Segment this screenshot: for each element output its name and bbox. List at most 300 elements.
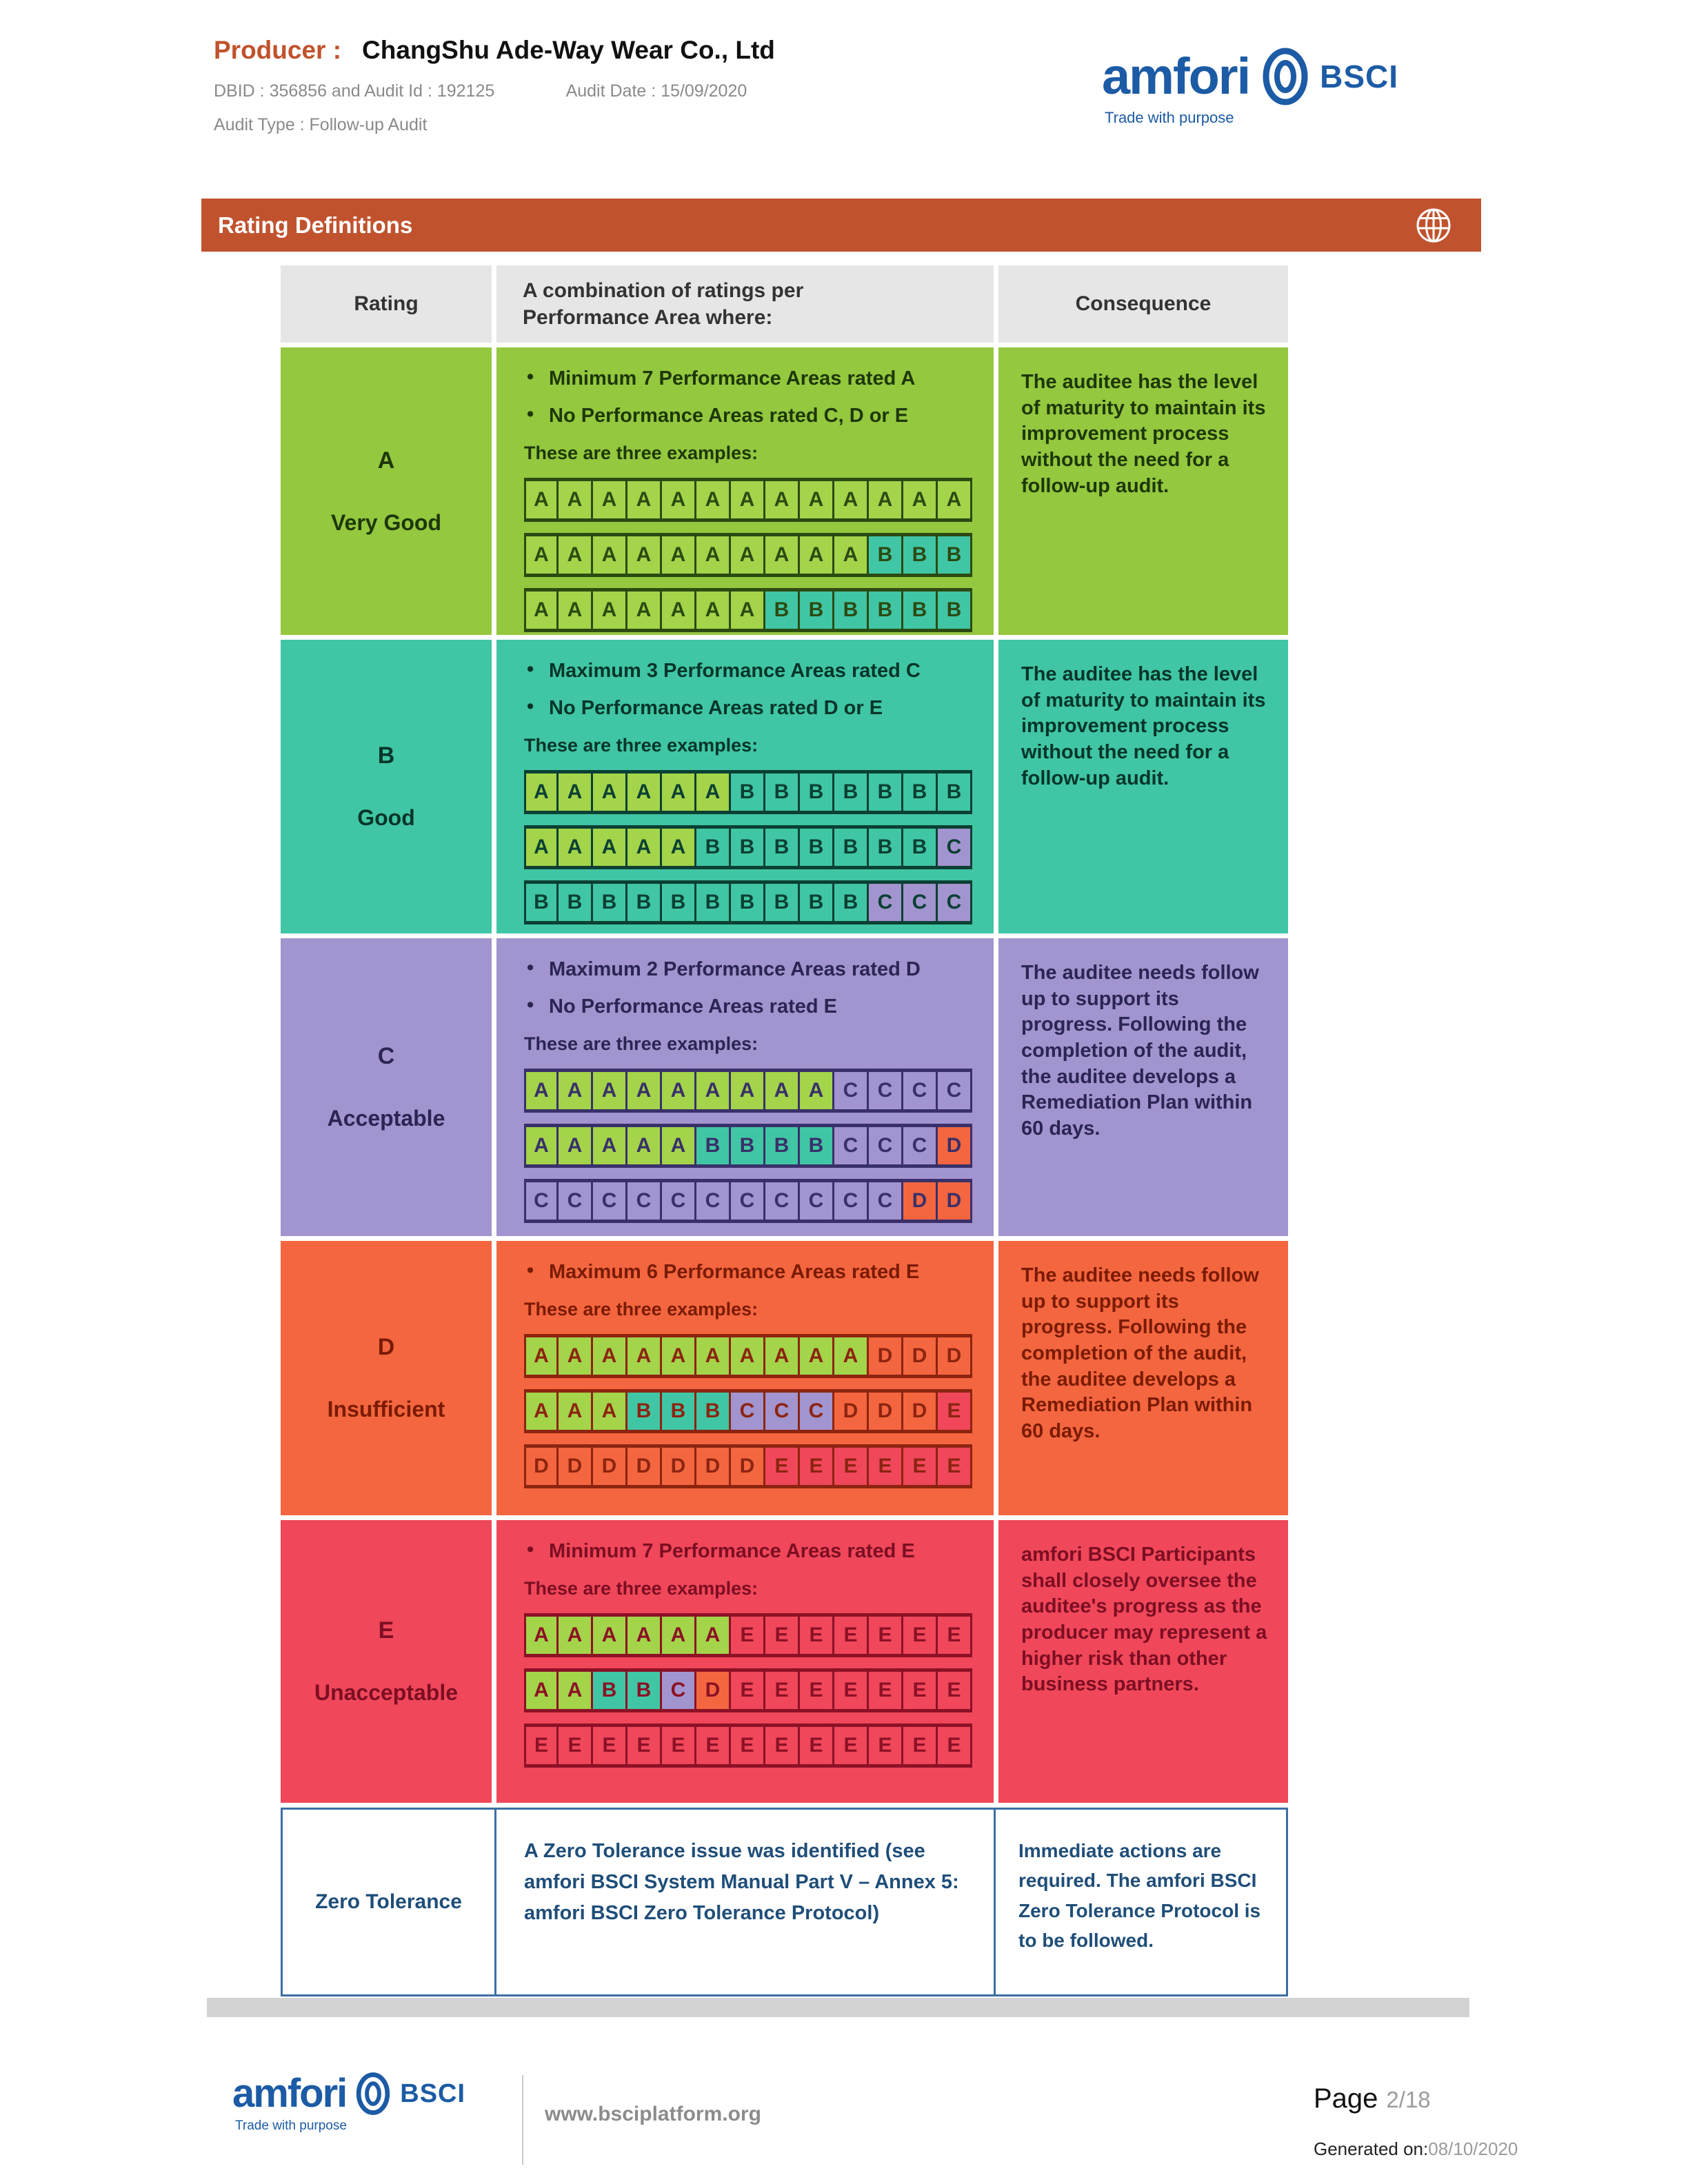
rating-square-C: C	[903, 1127, 938, 1164]
rating-square-A: A	[559, 592, 593, 629]
rating-square-C: C	[662, 1182, 696, 1220]
rating-square-C: C	[903, 1072, 938, 1109]
rating-square-A: A	[662, 774, 696, 811]
rating-square-A: A	[869, 481, 903, 518]
rating-square-C: C	[559, 1182, 593, 1220]
rating-square-D: D	[869, 1337, 903, 1375]
rating-square-B: B	[696, 829, 731, 866]
combination-bullet-list	[524, 1262, 994, 1284]
amfori-wordmark: amfori	[1102, 47, 1250, 105]
rating-square-E: E	[593, 1727, 627, 1764]
rating-square-B: B	[869, 829, 903, 866]
rating-square-A: A	[627, 1617, 662, 1654]
horizontal-scrollbar[interactable]	[207, 1998, 1469, 2017]
rating-square-B: B	[869, 592, 903, 629]
rating-square-A: A	[765, 1072, 800, 1109]
rating-square-D: D	[938, 1182, 972, 1220]
amfori-bsci-logo	[1102, 47, 1398, 127]
rating-row-zero-tolerance	[281, 1808, 1288, 1996]
combination-bullet: • Minimum 7 Performance Areas rated A	[524, 368, 994, 390]
combination-cell-E	[496, 1520, 994, 1803]
rating-square-A: A	[627, 536, 662, 574]
rating-square-A: A	[627, 1337, 662, 1375]
rating-square-A: A	[559, 1393, 593, 1430]
rating-square-B: B	[800, 1127, 834, 1164]
rating-square-A: A	[765, 1337, 800, 1375]
example-strip-3	[524, 588, 972, 632]
rating-square-B: B	[765, 774, 800, 811]
rating-definitions-banner	[201, 199, 1481, 252]
rating-square-B: B	[834, 592, 869, 629]
rating-square-B: B	[765, 884, 800, 921]
rating-square-C: C	[869, 884, 903, 921]
column-header-rating-label: Rating	[354, 292, 419, 315]
rating-square-B: B	[834, 774, 869, 811]
rating-square-A: A	[627, 592, 662, 629]
rating-square-E: E	[938, 1393, 972, 1430]
rating-square-C: C	[765, 1393, 800, 1430]
rating-square-E: E	[834, 1617, 869, 1654]
rating-square-D: D	[903, 1337, 938, 1375]
rating-square-E: E	[869, 1448, 903, 1485]
document-header	[214, 36, 775, 135]
column-header-consequence	[998, 265, 1288, 343]
rating-square-B: B	[800, 774, 834, 811]
grade-label: Good	[357, 805, 415, 830]
rating-square-D: D	[731, 1448, 765, 1485]
brand-tagline: Trade with purpose	[1105, 109, 1234, 126]
rating-row-B	[281, 640, 1288, 933]
example-strip-1	[524, 770, 972, 814]
rating-square-B: B	[593, 1672, 627, 1709]
rating-square-D: D	[903, 1393, 938, 1430]
rating-square-B: B	[627, 1393, 662, 1430]
footer-logo-row	[232, 2072, 465, 2116]
rating-row-D	[281, 1241, 1288, 1515]
rating-square-A: A	[559, 1127, 593, 1164]
rating-square-E: E	[731, 1727, 765, 1764]
zero-tolerance-label: Zero Tolerance	[315, 1890, 462, 1913]
rating-square-A: A	[938, 481, 972, 518]
rating-square-E: E	[869, 1672, 903, 1709]
rating-square-A: A	[731, 536, 765, 574]
rating-square-B: B	[869, 536, 903, 574]
rating-square-A: A	[593, 1617, 627, 1654]
rating-square-A: A	[800, 1072, 834, 1109]
rating-square-A: A	[696, 592, 731, 629]
rating-square-D: D	[869, 1393, 903, 1430]
rating-square-E: E	[662, 1727, 696, 1764]
examples-label: These are three examples:	[524, 1298, 758, 1320]
rating-square-E: E	[800, 1672, 834, 1709]
rating-square-A: A	[593, 829, 627, 866]
rating-square-D: D	[627, 1448, 662, 1485]
audit-type: Audit Type : Follow-up Audit	[214, 115, 428, 134]
grade-letter: C	[377, 1043, 395, 1069]
rating-square-E: E	[524, 1727, 559, 1764]
rating-square-B: B	[938, 536, 972, 574]
rating-square-A: A	[593, 536, 627, 574]
rating-square-A: A	[593, 592, 627, 629]
rating-square-E: E	[800, 1727, 834, 1764]
example-strip-1	[524, 1613, 972, 1657]
rating-square-B: B	[696, 1393, 731, 1430]
example-strip-2	[524, 1389, 972, 1433]
producer-line	[214, 36, 775, 65]
page-number: 2/18	[1386, 2087, 1431, 2112]
rating-square-E: E	[903, 1727, 938, 1764]
rating-square-A: A	[559, 774, 593, 811]
rating-square-E: E	[903, 1448, 938, 1485]
rating-square-E: E	[938, 1617, 972, 1654]
rating-square-B: B	[834, 829, 869, 866]
rating-square-C: C	[869, 1072, 903, 1109]
rating-square-E: E	[627, 1727, 662, 1764]
combination-bullet: • Maximum 2 Performance Areas rated D	[524, 959, 994, 981]
rating-square-A: A	[731, 1072, 765, 1109]
grade-label: Unacceptable	[314, 1680, 459, 1705]
rating-square-A: A	[627, 1072, 662, 1109]
rating-square-A: A	[696, 536, 731, 574]
example-strip-1	[524, 478, 972, 522]
rating-square-A: A	[696, 481, 731, 518]
example-strip-3	[524, 1179, 972, 1223]
rating-square-E: E	[834, 1727, 869, 1764]
rating-square-D: D	[593, 1448, 627, 1485]
consequence-cell-C: The auditee needs follow up to support its progress. Following the completion of the audit, the auditee develops a Remediation Plan within 60 days.	[998, 938, 1288, 1236]
rating-square-B: B	[627, 1672, 662, 1709]
rating-square-A: A	[627, 829, 662, 866]
rating-square-B: B	[524, 884, 559, 921]
page-label: Page	[1314, 2083, 1378, 2114]
rating-row-E	[281, 1520, 1288, 1803]
rating-square-E: E	[765, 1448, 800, 1485]
rating-square-A: A	[559, 829, 593, 866]
examples-label: These are three examples:	[524, 734, 758, 756]
rating-cell-D	[281, 1241, 492, 1515]
amfori-bsci-logo-row	[1102, 47, 1398, 106]
examples-label: These are three examples:	[524, 442, 758, 463]
combination-bullet-list	[524, 368, 994, 427]
rating-square-B: B	[731, 884, 765, 921]
rating-square-C: C	[938, 829, 972, 866]
combination-bullet: • No Performance Areas rated D or E	[524, 698, 994, 720]
combination-cell-B	[496, 640, 994, 933]
banner-title: Rating Definitions	[218, 212, 413, 238]
rating-square-A: A	[662, 1337, 696, 1375]
rating-square-E: E	[800, 1617, 834, 1654]
rating-square-C: C	[834, 1127, 869, 1164]
rating-square-E: E	[938, 1448, 972, 1485]
combination-bullet: • Minimum 7 Performance Areas rated E	[524, 1541, 994, 1563]
rating-square-D: D	[559, 1448, 593, 1485]
rating-square-D: D	[524, 1448, 559, 1485]
rating-square-B: B	[662, 884, 696, 921]
generated-on-date: 08/10/2020	[1428, 2138, 1518, 2159]
rating-square-A: A	[524, 536, 559, 574]
rating-square-E: E	[765, 1727, 800, 1764]
combination-bullet-list	[524, 959, 994, 1018]
rating-square-D: D	[696, 1672, 731, 1709]
rating-square-B: B	[800, 829, 834, 866]
bsci-wordmark: BSCI	[1320, 59, 1399, 94]
footer-amfori-ring-icon	[354, 2072, 392, 2116]
rating-square-B: B	[869, 774, 903, 811]
rating-square-A: A	[593, 1127, 627, 1164]
rating-square-D: D	[903, 1182, 938, 1220]
footer-brand-tagline: Trade with purpose	[235, 2119, 347, 2133]
grade-label: Very Good	[330, 509, 442, 535]
rating-square-B: B	[834, 884, 869, 921]
rating-square-A: A	[524, 592, 559, 629]
example-strip-1	[524, 1069, 972, 1113]
rating-square-A: A	[524, 1072, 559, 1109]
rating-square-A: A	[731, 1337, 765, 1375]
dbid-and-audit-id: DBID : 356856 and Audit Id : 192125	[214, 81, 495, 101]
rating-square-A: A	[524, 1617, 559, 1654]
rating-cell-B	[281, 640, 492, 933]
rating-square-E: E	[800, 1448, 834, 1485]
rating-square-A: A	[800, 1337, 834, 1375]
producer-label: Producer :	[214, 36, 342, 64]
rating-square-A: A	[731, 592, 765, 629]
rating-square-A: A	[559, 1672, 593, 1709]
rating-square-E: E	[903, 1617, 938, 1654]
zero-tolerance-rating-cell	[283, 1810, 496, 1994]
grade-letter: D	[377, 1334, 395, 1360]
rating-square-B: B	[559, 884, 593, 921]
rating-definitions-table	[281, 265, 1288, 1996]
combination-bullet-list	[524, 1541, 994, 1563]
rating-square-A: A	[593, 1072, 627, 1109]
example-strip-3	[524, 1723, 972, 1768]
rating-square-B: B	[731, 774, 765, 811]
rating-square-B: B	[903, 592, 938, 629]
rating-square-D: D	[696, 1448, 731, 1485]
rating-square-B: B	[696, 1127, 731, 1164]
rating-square-C: C	[903, 884, 938, 921]
rating-square-B: B	[765, 1127, 800, 1164]
rating-square-C: C	[834, 1182, 869, 1220]
rating-square-A: A	[524, 1672, 559, 1709]
rating-square-A: A	[662, 536, 696, 574]
audit-meta-row	[214, 81, 775, 101]
rating-row-A	[281, 347, 1288, 635]
rating-square-B: B	[765, 829, 800, 866]
rating-square-A: A	[559, 1617, 593, 1654]
rating-square-A: A	[559, 1337, 593, 1375]
rating-square-A: A	[627, 1127, 662, 1164]
footer-bsci-wordmark: BSCI	[400, 2079, 466, 2108]
rating-square-A: A	[696, 1072, 731, 1109]
rating-square-D: D	[938, 1337, 972, 1375]
rating-square-A: A	[662, 481, 696, 518]
rating-square-B: B	[800, 592, 834, 629]
example-strip-2	[524, 1124, 972, 1168]
rating-square-A: A	[834, 536, 869, 574]
combination-bullet: • Maximum 3 Performance Areas rated C	[524, 660, 994, 682]
rating-row-C	[281, 938, 1288, 1236]
rating-square-A: A	[559, 1072, 593, 1109]
rating-square-A: A	[731, 481, 765, 518]
rating-square-D: D	[938, 1127, 972, 1164]
rating-square-C: C	[696, 1182, 731, 1220]
footer-divider	[522, 2075, 523, 2165]
rating-square-C: C	[938, 884, 972, 921]
rating-square-A: A	[662, 1072, 696, 1109]
combination-cell-C	[496, 938, 994, 1236]
rating-square-E: E	[903, 1672, 938, 1709]
rating-square-A: A	[559, 536, 593, 574]
amfori-ring-icon	[1260, 47, 1310, 106]
rating-square-C: C	[627, 1182, 662, 1220]
rating-square-A: A	[834, 1337, 869, 1375]
combination-bullet-list	[524, 660, 994, 720]
rating-square-A: A	[524, 481, 559, 518]
rating-square-A: A	[800, 536, 834, 574]
rating-square-E: E	[869, 1617, 903, 1654]
rating-square-A: A	[627, 481, 662, 518]
rating-square-B: B	[903, 829, 938, 866]
rating-square-C: C	[765, 1182, 800, 1220]
column-header-consequence-label: Consequence	[1075, 292, 1212, 315]
consequence-cell-B: The auditee has the level of maturity to maintain its improvement process without the need for a follow-up audit.	[998, 640, 1288, 933]
rating-square-A: A	[524, 774, 559, 811]
rating-square-C: C	[869, 1182, 903, 1220]
rating-square-A: A	[662, 592, 696, 629]
rating-square-C: C	[834, 1072, 869, 1109]
consequence-cell-A: The auditee has the level of maturity to maintain its improvement process without the need for a follow-up audit.	[998, 347, 1288, 635]
combination-cell-D	[496, 1241, 994, 1515]
zero-tolerance-consequence-cell: Immediate actions are required. The amfori BSCI Zero Tolerance Protocol is to be followed.	[1018, 1840, 1261, 1952]
rating-square-E: E	[765, 1672, 800, 1709]
rating-cell-C	[281, 938, 492, 1236]
footer-amfori-wordmark: amfori	[232, 2071, 347, 2116]
column-header-rating	[281, 265, 492, 343]
consequence-cell-D: The auditee needs follow up to support its progress. Following the completion of the audit, the auditee develops a Remediation Plan within 60 days.	[998, 1241, 1288, 1515]
footer-amfori-bsci-logo	[232, 2072, 465, 2134]
rating-square-A: A	[765, 481, 800, 518]
example-strip-1	[524, 1334, 972, 1378]
rating-square-A: A	[524, 829, 559, 866]
rating-square-A: A	[593, 1393, 627, 1430]
rating-square-A: A	[765, 536, 800, 574]
rating-square-B: B	[938, 592, 972, 629]
rating-cell-E	[281, 1520, 492, 1803]
rating-square-A: A	[662, 1127, 696, 1164]
rating-square-A: A	[800, 481, 834, 518]
rating-square-A: A	[559, 481, 593, 518]
example-strip-2	[524, 533, 972, 577]
rating-square-E: E	[731, 1672, 765, 1709]
rating-square-E: E	[938, 1672, 972, 1709]
globe-icon	[1415, 207, 1452, 244]
rating-square-B: B	[662, 1393, 696, 1430]
rating-square-C: C	[800, 1393, 834, 1430]
examples-label: These are three examples:	[524, 1033, 758, 1054]
rating-square-B: B	[731, 829, 765, 866]
rating-square-B: B	[800, 884, 834, 921]
rating-square-E: E	[834, 1672, 869, 1709]
examples-label: These are three examples:	[524, 1577, 758, 1599]
consequence-cell-E: amfori BSCI Participants shall closely oversee the auditee's progress as the producer may represent a higher risk than other business partners.	[998, 1520, 1288, 1803]
rating-cell-A	[281, 347, 492, 635]
grade-label: Insufficient	[327, 1397, 445, 1422]
rating-square-D: D	[662, 1448, 696, 1485]
rating-square-E: E	[869, 1727, 903, 1764]
rating-square-C: C	[800, 1182, 834, 1220]
rating-square-B: B	[627, 884, 662, 921]
rating-square-B: B	[765, 592, 800, 629]
producer-name: ChangShu Ade-Way Wear Co., Ltd	[362, 36, 775, 64]
rating-square-B: B	[903, 536, 938, 574]
rating-square-A: A	[696, 774, 731, 811]
rating-square-A: A	[696, 1617, 731, 1654]
combination-bullet: • No Performance Areas rated C, D or E	[524, 405, 994, 427]
example-strip-3	[524, 1444, 972, 1488]
rating-square-A: A	[627, 774, 662, 811]
rating-square-C: C	[938, 1072, 972, 1109]
rating-square-E: E	[938, 1727, 972, 1764]
rating-square-A: A	[834, 481, 869, 518]
generated-on-label: Generated on:	[1314, 2138, 1429, 2159]
rating-square-A: A	[593, 481, 627, 518]
rating-square-C: C	[662, 1672, 696, 1709]
example-strip-2	[524, 1668, 972, 1712]
grade-label: Acceptable	[327, 1106, 445, 1131]
rating-square-A: A	[524, 1393, 559, 1430]
rating-square-E: E	[559, 1727, 593, 1764]
rating-square-A: A	[903, 481, 938, 518]
rating-square-C: C	[731, 1182, 765, 1220]
rating-square-E: E	[765, 1617, 800, 1654]
column-header-combination	[496, 265, 994, 343]
rating-square-A: A	[662, 829, 696, 866]
example-strip-3	[524, 880, 972, 924]
rating-square-A: A	[524, 1337, 559, 1375]
rating-square-E: E	[731, 1617, 765, 1654]
combination-bullet: • No Performance Areas rated E	[524, 996, 994, 1018]
table-header-row	[281, 265, 1288, 343]
rating-square-B: B	[903, 774, 938, 811]
example-strip-2	[524, 825, 972, 869]
rating-square-B: B	[731, 1127, 765, 1164]
rating-square-C: C	[593, 1182, 627, 1220]
column-header-combination-label: A combination of ratings per Performance Area where:	[523, 279, 804, 329]
zero-tolerance-combination-cell: A Zero Tolerance issue was identified (see amfori BSCI System Manual Part V – Annex 5: amfori BSCI Zero Tolerance Protocol)	[496, 1810, 996, 1994]
combination-bullet: • Maximum 6 Performance Areas rated E	[524, 1262, 994, 1284]
footer-website-url: www.bsciplatform.org	[545, 2103, 761, 2125]
rating-square-B: B	[938, 774, 972, 811]
rating-square-D: D	[834, 1393, 869, 1430]
page-indicator	[1314, 2083, 1431, 2114]
rating-square-E: E	[696, 1727, 731, 1764]
rating-square-C: C	[731, 1393, 765, 1430]
grade-letter: B	[377, 742, 395, 769]
generated-on	[1314, 2138, 1518, 2160]
rating-square-A: A	[662, 1617, 696, 1654]
rating-square-A: A	[593, 1337, 627, 1375]
rating-square-E: E	[834, 1448, 869, 1485]
rating-square-A: A	[593, 774, 627, 811]
rating-square-A: A	[696, 1337, 731, 1375]
grade-letter: E	[378, 1617, 394, 1644]
combination-cell-A	[496, 347, 994, 635]
rating-square-B: B	[696, 884, 731, 921]
grade-letter: A	[377, 447, 395, 474]
rating-square-C: C	[869, 1127, 903, 1164]
audit-date: Audit Date : 15/09/2020	[565, 81, 747, 101]
